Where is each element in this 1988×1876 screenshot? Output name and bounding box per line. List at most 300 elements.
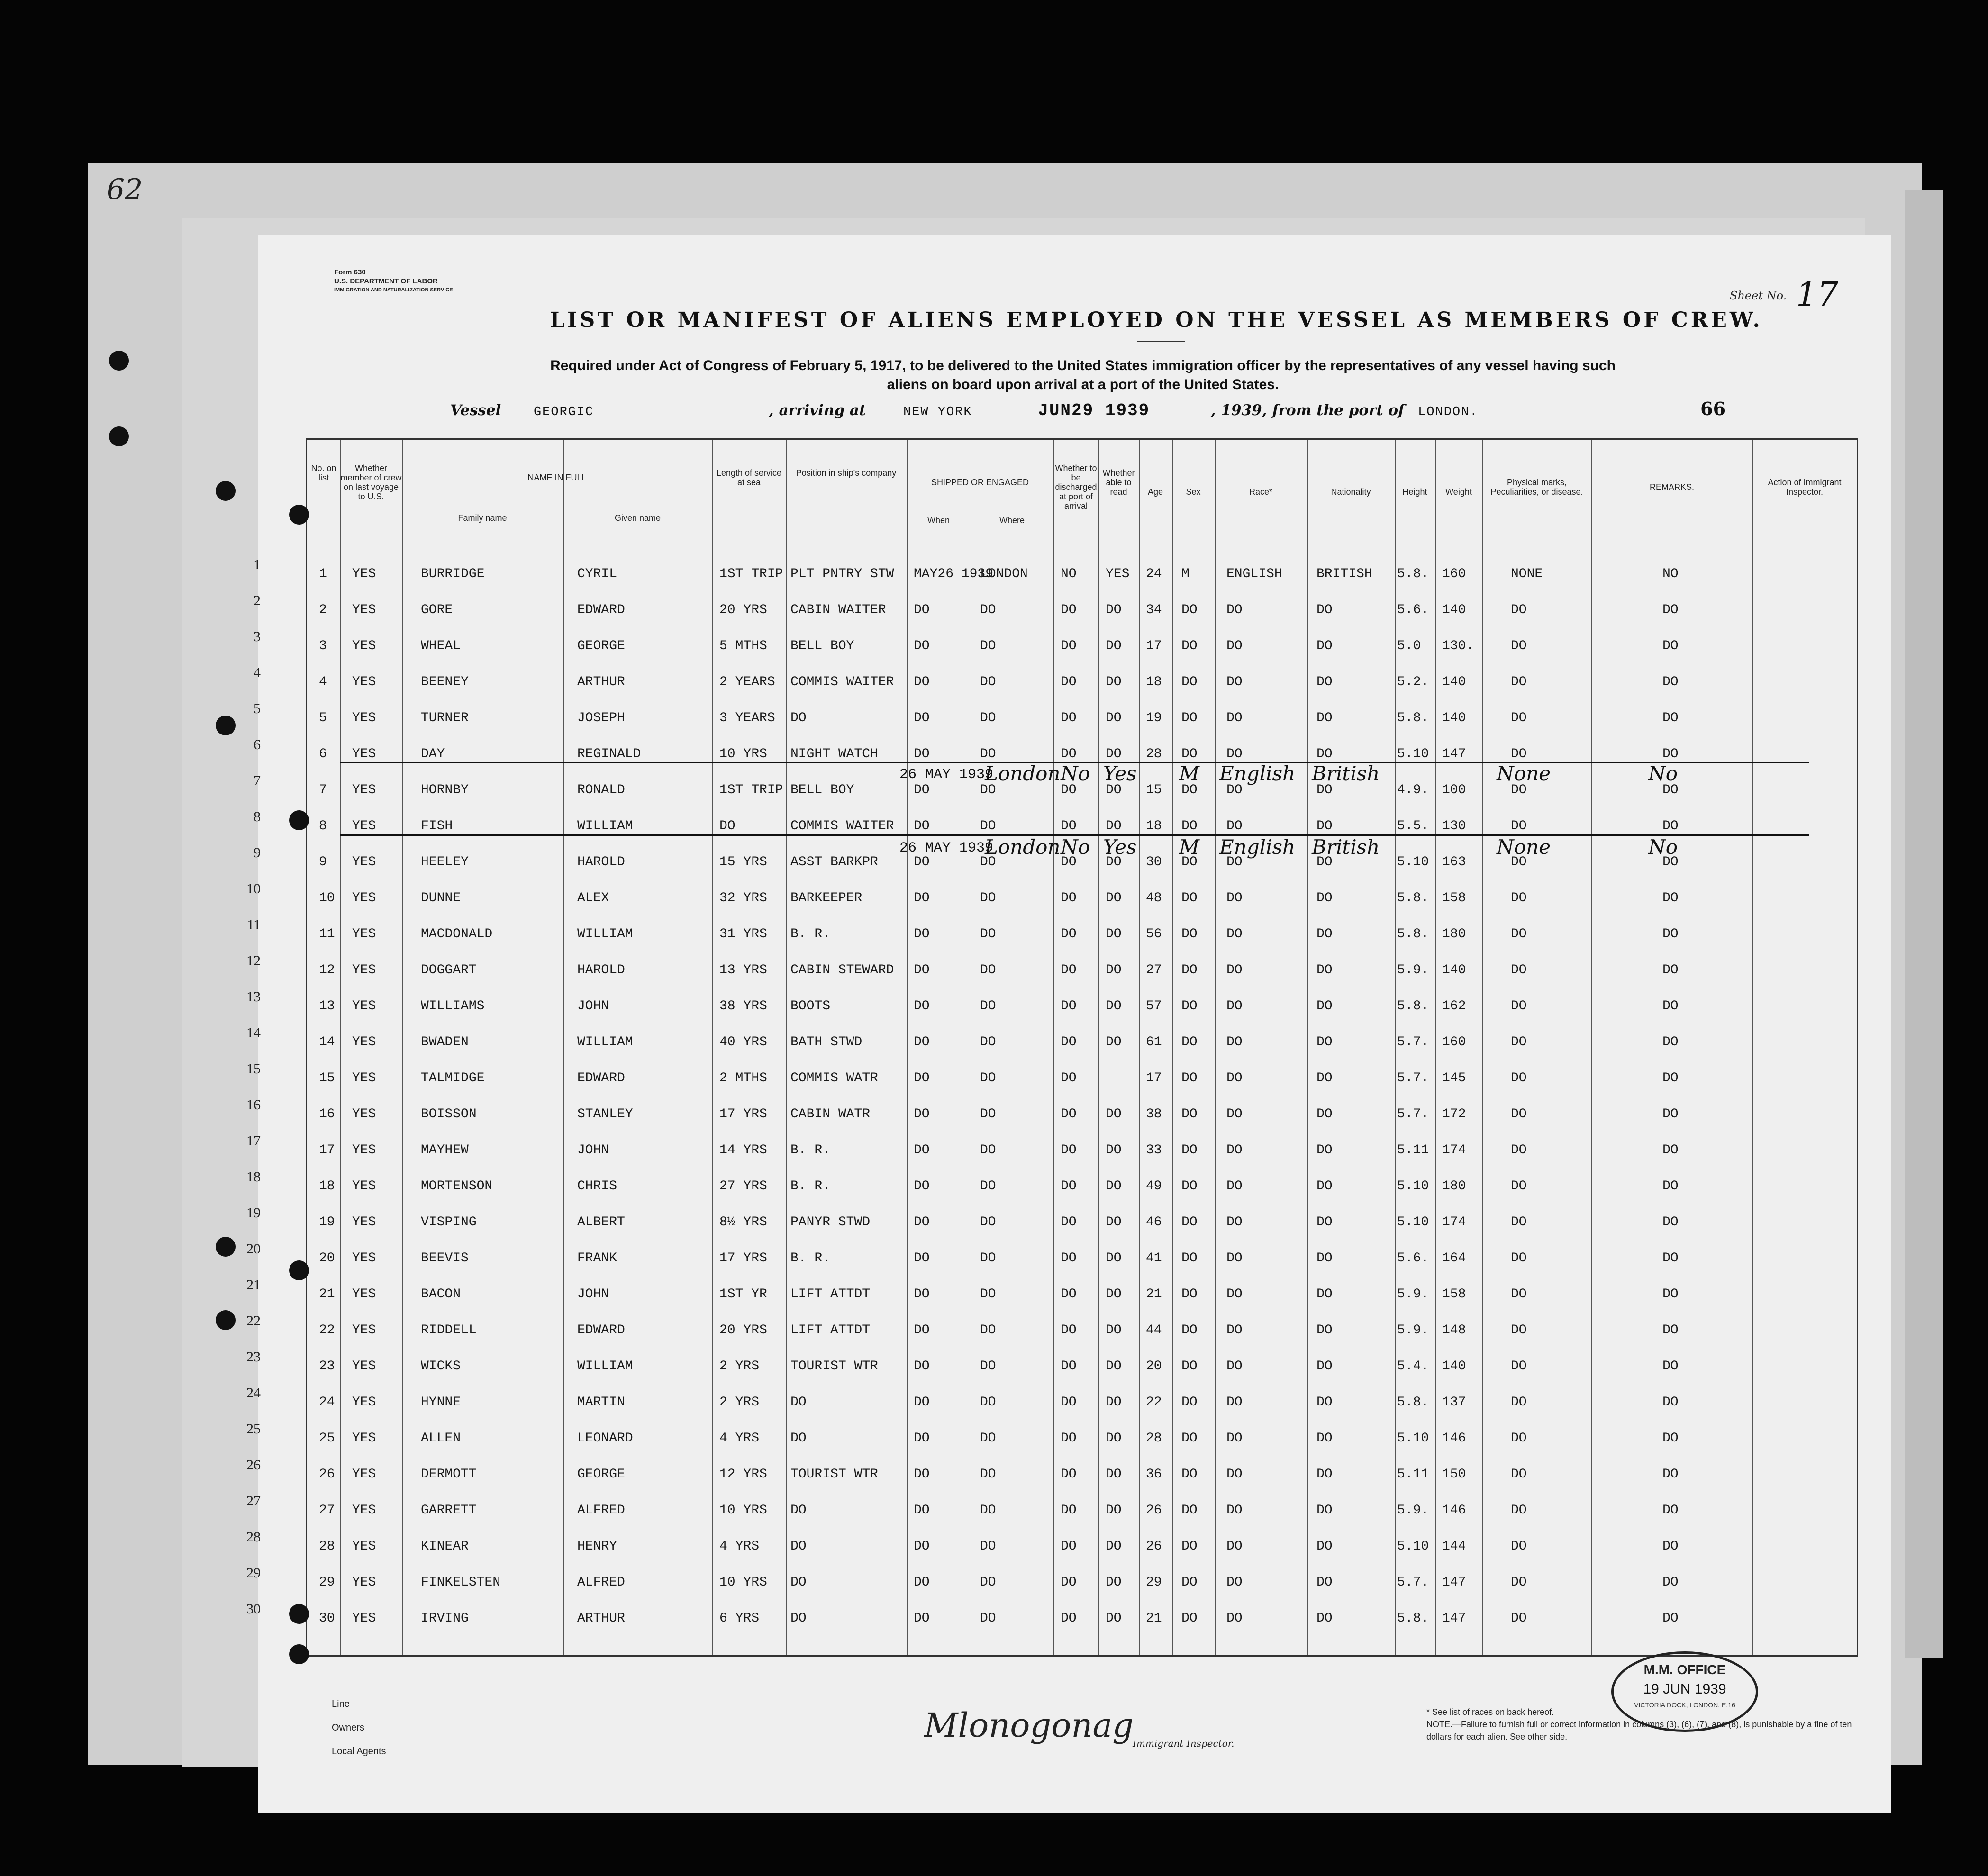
sex-cell: DO: [1181, 639, 1198, 653]
signature-caption: Immigrant Inspector.: [1133, 1738, 1235, 1749]
given-name-cell: REGINALD: [577, 747, 641, 761]
shipped-where-cell: DO: [980, 1071, 996, 1086]
race-cell: DO: [1226, 603, 1243, 617]
shipped-when-cell: DO: [914, 1503, 930, 1518]
service-length-cell: 1ST YR: [719, 1287, 767, 1302]
remarks-cell: DO: [1662, 1323, 1679, 1338]
height-cell: 5.10: [1397, 747, 1429, 761]
nationality-cell: DO: [1316, 1215, 1333, 1230]
race-cell: DO: [1226, 1575, 1243, 1590]
col-header-discharged: Whether to be discharged at port of arrival: [1055, 463, 1097, 511]
row-number-cell: 15: [319, 1071, 335, 1086]
shipped-where-cell: DO: [980, 603, 996, 617]
able-to-read-cell: DO: [1106, 1611, 1122, 1626]
table-row: [307, 1423, 1857, 1459]
shipped-where-cell: DO: [980, 1287, 996, 1302]
age-cell: 19: [1146, 711, 1162, 725]
service-length-cell: 2 YRS: [719, 1395, 760, 1410]
row-number-cell: 4: [319, 675, 327, 689]
race-cell: DO: [1226, 1215, 1243, 1230]
shipped-where-cell: DO: [980, 1179, 996, 1194]
margin-line-number: 28: [246, 1529, 261, 1545]
remarks-cell: NO: [1662, 567, 1679, 581]
crew-member-cell: YES: [352, 675, 376, 689]
sex-cell: DO: [1181, 1323, 1198, 1338]
shipped-when-cell: DO: [914, 963, 930, 978]
shipped-where-cell: DO: [980, 891, 996, 906]
nationality-cell: DO: [1316, 855, 1333, 870]
family-name-cell: HORNBY: [421, 783, 469, 798]
nationality-cell: DO: [1316, 711, 1333, 725]
hand-race: English: [1219, 762, 1296, 785]
physical-marks-cell: DO: [1511, 1467, 1527, 1482]
row-number-cell: 1: [319, 567, 327, 581]
crew-member-cell: YES: [352, 1611, 376, 1626]
height-cell: 5.9.: [1397, 1503, 1429, 1518]
position-cell: B. R.: [790, 1179, 831, 1194]
sex-cell: DO: [1181, 1107, 1198, 1122]
sex-cell: DO: [1181, 963, 1198, 978]
able-to-read-cell: DO: [1106, 1575, 1122, 1590]
sex-cell: DO: [1181, 747, 1198, 761]
age-cell: 22: [1146, 1395, 1162, 1410]
service-length-cell: 10 YRS: [719, 747, 767, 761]
discharged-cell: DO: [1061, 1071, 1077, 1086]
shipped-when-cell: DO: [914, 1359, 930, 1374]
able-to-read-cell: DO: [1106, 675, 1122, 689]
nationality-cell: DO: [1316, 1179, 1333, 1194]
table-row: [307, 1531, 1857, 1567]
sex-cell: DO: [1181, 1179, 1198, 1194]
nationality-cell: DO: [1316, 1503, 1333, 1518]
service-length-cell: 2 MTHS: [719, 1071, 767, 1086]
able-to-read-cell: DO: [1106, 1467, 1122, 1482]
shipped-where-cell: DO: [980, 711, 996, 725]
given-name-cell: EDWARD: [577, 603, 625, 617]
hand-read: Yes: [1103, 835, 1137, 859]
crew-member-cell: YES: [352, 819, 376, 834]
hand-when: 26 MAY 1939: [899, 767, 994, 783]
able-to-read-cell: DO: [1106, 783, 1122, 798]
row-number-cell: 22: [319, 1323, 335, 1338]
physical-marks-cell: NONE: [1511, 567, 1543, 581]
race-cell: DO: [1226, 927, 1243, 942]
given-name-cell: CHRIS: [577, 1179, 617, 1194]
remarks-cell: DO: [1662, 891, 1679, 906]
able-to-read-cell: DO: [1106, 1539, 1122, 1554]
able-to-read-cell: DO: [1106, 1179, 1122, 1194]
given-name-cell: JOSEPH: [577, 711, 625, 725]
row-number-cell: 16: [319, 1107, 335, 1122]
able-to-read-cell: DO: [1106, 855, 1122, 870]
height-cell: 5.8.: [1397, 999, 1429, 1014]
form-number: Form 630: [334, 268, 366, 276]
margin-line-number: 18: [246, 1169, 261, 1185]
physical-marks-cell: DO: [1511, 1503, 1527, 1518]
race-cell: DO: [1226, 1539, 1243, 1554]
given-name-cell: FRANK: [577, 1251, 617, 1266]
family-name-cell: MAYHEW: [421, 1143, 469, 1158]
margin-line-number: 17: [246, 1133, 261, 1149]
discharged-cell: DO: [1061, 1575, 1077, 1590]
position-cell: COMMIS WAITER: [790, 675, 894, 689]
hand-where: London: [985, 762, 1061, 785]
height-cell: 4.9.: [1397, 783, 1429, 798]
stamp-date: 19 JUN 1939: [1643, 1681, 1726, 1697]
weight-cell: 162: [1442, 999, 1466, 1014]
age-cell: 30: [1146, 855, 1162, 870]
age-cell: 24: [1146, 567, 1162, 581]
shipped-where-cell: DO: [980, 1323, 996, 1338]
discharged-cell: DO: [1061, 1035, 1077, 1050]
col-header-where: Where: [999, 516, 1025, 525]
position-cell: DO: [790, 711, 807, 725]
margin-line-number: 26: [246, 1457, 261, 1473]
physical-marks-cell: DO: [1511, 999, 1527, 1014]
physical-marks-cell: DO: [1511, 1215, 1527, 1230]
crew-member-cell: YES: [352, 1503, 376, 1518]
crew-member-cell: YES: [352, 999, 376, 1014]
hand-nationality: British: [1312, 762, 1380, 785]
able-to-read-cell: DO: [1106, 999, 1122, 1014]
remarks-cell: DO: [1662, 1143, 1679, 1158]
weight-cell: 147: [1442, 1575, 1466, 1590]
race-cell: DO: [1226, 1503, 1243, 1518]
position-cell: ASST BARKPR: [790, 855, 878, 870]
from-port: LONDON.: [1418, 405, 1479, 419]
race-cell: DO: [1226, 639, 1243, 653]
height-cell: 5.8.: [1397, 567, 1429, 581]
discharged-cell: DO: [1061, 927, 1077, 942]
height-cell: 5.7.: [1397, 1071, 1429, 1086]
nationality-cell: DO: [1316, 783, 1333, 798]
remarks-cell: DO: [1662, 1467, 1679, 1482]
binder-hole: [289, 810, 309, 830]
stamp-bottom: VICTORIA DOCK, LONDON, E.16: [1634, 1701, 1735, 1709]
shipped-when-cell: DO: [914, 639, 930, 653]
weight-cell: 174: [1442, 1215, 1466, 1230]
family-name-cell: MORTENSON: [421, 1179, 493, 1194]
shipped-where-cell: DO: [980, 963, 996, 978]
family-name-cell: GARRETT: [421, 1503, 477, 1518]
vessel-name: GEORGIC: [533, 405, 594, 419]
height-cell: 5.10: [1397, 855, 1429, 870]
crew-member-cell: YES: [352, 1071, 376, 1086]
family-name-cell: BURRIDGE: [421, 567, 485, 581]
position-cell: CABIN WATR: [790, 1107, 871, 1122]
physical-marks-cell: DO: [1511, 927, 1527, 942]
age-cell: 61: [1146, 1035, 1162, 1050]
shipped-where-cell: DO: [980, 1395, 996, 1410]
col-header-shipped: SHIPPED OR ENGAGED: [931, 478, 1029, 487]
shipped-when-cell: DO: [914, 1431, 930, 1446]
position-cell: BELL BOY: [790, 639, 854, 653]
weight-cell: 163: [1442, 855, 1466, 870]
table-row: [307, 1314, 1857, 1350]
stamp-top: M.M. OFFICE: [1643, 1662, 1726, 1677]
discharged-cell: DO: [1061, 963, 1077, 978]
age-cell: 36: [1146, 1467, 1162, 1482]
crew-member-cell: YES: [352, 1179, 376, 1194]
remarks-cell: DO: [1662, 1179, 1679, 1194]
shipped-when-cell: DO: [914, 1287, 930, 1302]
nationality-cell: DO: [1316, 1575, 1333, 1590]
shipped-when-cell: DO: [914, 819, 930, 834]
family-name-cell: TURNER: [421, 711, 469, 725]
weight-cell: 100: [1442, 783, 1466, 798]
shipped-where-cell: DO: [980, 783, 996, 798]
remarks-cell: DO: [1662, 603, 1679, 617]
binder-hole: [289, 1604, 309, 1624]
underlying-sheet-edge: [1905, 190, 1943, 1658]
given-name-cell: WILLIAM: [577, 819, 633, 834]
table-row: [307, 882, 1857, 918]
remarks-cell: DO: [1662, 1503, 1679, 1518]
shipped-where-cell: DO: [980, 1467, 996, 1482]
able-to-read-cell: DO: [1106, 1287, 1122, 1302]
margin-line-number: 21: [246, 1277, 261, 1293]
family-name-cell: DUNNE: [421, 891, 461, 906]
hand-remarks: No: [1648, 762, 1678, 785]
age-cell: 17: [1146, 639, 1162, 653]
physical-marks-cell: DO: [1511, 1359, 1527, 1374]
hand-discharged: No: [1061, 762, 1090, 785]
position-cell: COMMIS WATR: [790, 1071, 878, 1086]
weight-cell: 137: [1442, 1395, 1466, 1410]
able-to-read-cell: DO: [1106, 1143, 1122, 1158]
service-length-cell: 4 YRS: [719, 1539, 760, 1554]
remarks-cell: DO: [1662, 963, 1679, 978]
nationality-cell: DO: [1316, 1035, 1333, 1050]
age-cell: 28: [1146, 747, 1162, 761]
crew-member-cell: YES: [352, 639, 376, 653]
family-name-cell: DERMOTT: [421, 1467, 477, 1482]
race-cell: DO: [1226, 1467, 1243, 1482]
weight-cell: 172: [1442, 1107, 1466, 1122]
discharged-cell: DO: [1061, 639, 1077, 653]
family-name-cell: IRVING: [421, 1611, 469, 1626]
vessel-line: [450, 398, 1725, 420]
crew-member-cell: YES: [352, 1431, 376, 1446]
remarks-cell: DO: [1662, 1107, 1679, 1122]
service-length-cell: 17 YRS: [719, 1251, 767, 1266]
shipped-where-cell: DO: [980, 1035, 996, 1050]
able-to-read-cell: DO: [1106, 711, 1122, 725]
crew-member-cell: YES: [352, 1107, 376, 1122]
row-number-cell: 21: [319, 1287, 335, 1302]
discharged-cell: DO: [1061, 1539, 1077, 1554]
nationality-cell: DO: [1316, 1287, 1333, 1302]
weight-cell: 140: [1442, 1359, 1466, 1374]
service-length-cell: 10 YRS: [719, 1575, 767, 1590]
able-to-read-cell: DO: [1106, 747, 1122, 761]
sex-cell: DO: [1181, 783, 1198, 798]
physical-marks-cell: DO: [1511, 1107, 1527, 1122]
crew-member-cell: YES: [352, 1287, 376, 1302]
race-cell: DO: [1226, 1287, 1243, 1302]
nationality-cell: DO: [1316, 1467, 1333, 1482]
service-length-cell: 14 YRS: [719, 1143, 767, 1158]
form-header: [334, 268, 453, 295]
discharged-cell: DO: [1061, 1143, 1077, 1158]
family-name-cell: HYNNE: [421, 1395, 461, 1410]
margin-line-number: 30: [246, 1601, 261, 1617]
service-length-cell: 17 YRS: [719, 1107, 767, 1122]
position-cell: DO: [790, 1395, 807, 1410]
subtitle-line2: aliens on board upon arrival at a port of the United States.: [887, 377, 1279, 392]
shipped-when-cell: DO: [914, 927, 930, 942]
arriving-label: , arriving at: [769, 402, 866, 419]
physical-marks-cell: DO: [1511, 747, 1527, 761]
corner-note: 62: [107, 173, 143, 206]
race-cell: DO: [1226, 1323, 1243, 1338]
discharged-cell: DO: [1061, 675, 1077, 689]
service-length-cell: 40 YRS: [719, 1035, 767, 1050]
age-cell: 57: [1146, 999, 1162, 1014]
family-name-cell: BEENEY: [421, 675, 469, 689]
shipped-when-cell: DO: [914, 711, 930, 725]
age-cell: 21: [1146, 1611, 1162, 1626]
nationality-cell: DO: [1316, 1611, 1333, 1626]
service-length-cell: 27 YRS: [719, 1179, 767, 1194]
hand-marks: None: [1497, 762, 1551, 785]
row-number-cell: 23: [319, 1359, 335, 1374]
table-row: [307, 918, 1857, 954]
remarks-cell: DO: [1662, 1539, 1679, 1554]
row-number-cell: 10: [319, 891, 335, 906]
height-cell: 5.0: [1397, 639, 1421, 653]
physical-marks-cell: DO: [1511, 1539, 1527, 1554]
remarks-cell: DO: [1662, 639, 1679, 653]
shipped-where-cell: DO: [980, 639, 996, 653]
age-cell: 15: [1146, 783, 1162, 798]
given-name-cell: WILLIAM: [577, 1035, 633, 1050]
service-length-cell: DO: [719, 819, 735, 834]
shipped-where-cell: DO: [980, 1107, 996, 1122]
position-cell: PLT PNTRY STW: [790, 567, 894, 581]
hand-race: English: [1219, 835, 1296, 859]
shipped-when-cell: DO: [914, 1035, 930, 1050]
discharged-cell: DO: [1061, 1467, 1077, 1482]
race-cell: DO: [1226, 819, 1243, 834]
margin-line-number: 2: [254, 593, 261, 608]
physical-marks-cell: DO: [1511, 819, 1527, 834]
margin-line-number: 13: [246, 989, 261, 1005]
given-name-cell: EDWARD: [577, 1071, 625, 1086]
position-cell: BARKEEPER: [790, 891, 862, 906]
race-cell: DO: [1226, 1143, 1243, 1158]
crew-member-cell: YES: [352, 1539, 376, 1554]
remarks-cell: DO: [1662, 1395, 1679, 1410]
remarks-cell: DO: [1662, 1359, 1679, 1374]
position-cell: DO: [790, 1539, 807, 1554]
position-cell: B. R.: [790, 927, 831, 942]
sex-cell: DO: [1181, 1467, 1198, 1482]
crew-member-cell: YES: [352, 1143, 376, 1158]
weight-cell: 140: [1442, 675, 1466, 689]
family-name-cell: RIDDELL: [421, 1323, 477, 1338]
margin-line-number: 8: [254, 809, 261, 825]
family-name-cell: FINKELSTEN: [421, 1575, 501, 1590]
remarks-cell: DO: [1662, 855, 1679, 870]
service-length-cell: 12 YRS: [719, 1467, 767, 1482]
age-cell: 18: [1146, 675, 1162, 689]
col-header-read: Whether able to read: [1102, 468, 1135, 497]
inspector-signature: Mlonogonag: [924, 1706, 1134, 1745]
height-cell: 5.7.: [1397, 1575, 1429, 1590]
crew-member-cell: YES: [352, 1251, 376, 1266]
given-name-cell: HAROLD: [577, 855, 625, 870]
discharged-cell: NO: [1061, 567, 1077, 581]
physical-marks-cell: DO: [1511, 963, 1527, 978]
row-number-cell: 19: [319, 1215, 335, 1230]
able-to-read-cell: DO: [1106, 1431, 1122, 1446]
race-cell: DO: [1226, 855, 1243, 870]
margin-line-number: 6: [254, 737, 261, 752]
position-cell: BOOTS: [790, 999, 831, 1014]
family-name-cell: BACON: [421, 1287, 461, 1302]
col-header-weight: Weight: [1445, 487, 1472, 497]
margin-line-number: 5: [254, 701, 261, 716]
shipped-when-cell: DO: [914, 747, 930, 761]
sex-cell: DO: [1181, 1035, 1198, 1050]
shipped-where-cell: DO: [980, 1359, 996, 1374]
age-cell: 41: [1146, 1251, 1162, 1266]
age-cell: 20: [1146, 1359, 1162, 1374]
given-name-cell: ARTHUR: [577, 675, 625, 689]
crew-member-cell: YES: [352, 855, 376, 870]
age-cell: 18: [1146, 819, 1162, 834]
vessel-label: Vessel: [450, 402, 501, 419]
family-name-cell: TALMIDGE: [421, 1071, 485, 1086]
age-cell: 27: [1146, 963, 1162, 978]
sex-cell: DO: [1181, 1539, 1198, 1554]
physical-marks-cell: DO: [1511, 1323, 1527, 1338]
arrival-port: NEW YORK: [903, 405, 972, 419]
crew-member-cell: YES: [352, 783, 376, 798]
nationality-cell: DO: [1316, 999, 1333, 1014]
service-length-cell: 4 YRS: [719, 1431, 760, 1446]
table-row: [307, 1242, 1857, 1278]
shipped-when-cell: DO: [914, 1467, 930, 1482]
nationality-cell: DO: [1316, 1323, 1333, 1338]
family-name-cell: BEEVIS: [421, 1251, 469, 1266]
table-row: [307, 1387, 1857, 1423]
discharged-cell: DO: [1061, 783, 1077, 798]
family-name-cell: WICKS: [421, 1359, 461, 1374]
height-cell: 5.9.: [1397, 963, 1429, 978]
able-to-read-cell: DO: [1106, 639, 1122, 653]
remarks-cell: DO: [1662, 747, 1679, 761]
shipped-when-cell: DO: [914, 1179, 930, 1194]
remarks-cell: DO: [1662, 783, 1679, 798]
hand-sex: M: [1179, 835, 1200, 859]
service-length-cell: 10 YRS: [719, 1503, 767, 1518]
race-cell: DO: [1226, 675, 1243, 689]
col-header-crew: Whether member of crew on last voyage to U.S.: [340, 463, 402, 501]
row-number-cell: 11: [319, 927, 335, 942]
row-number-cell: 17: [319, 1143, 335, 1158]
shipped-when-cell: DO: [914, 1323, 930, 1338]
remarks-cell: DO: [1662, 675, 1679, 689]
sex-cell: DO: [1181, 711, 1198, 725]
age-cell: 21: [1146, 1287, 1162, 1302]
position-cell: TOURIST WTR: [790, 1467, 878, 1482]
col-header-remarks: REMARKS.: [1649, 482, 1695, 492]
able-to-read-cell: DO: [1106, 1395, 1122, 1410]
row-number-cell: 30: [319, 1611, 335, 1626]
row-number-cell: 2: [319, 603, 327, 617]
